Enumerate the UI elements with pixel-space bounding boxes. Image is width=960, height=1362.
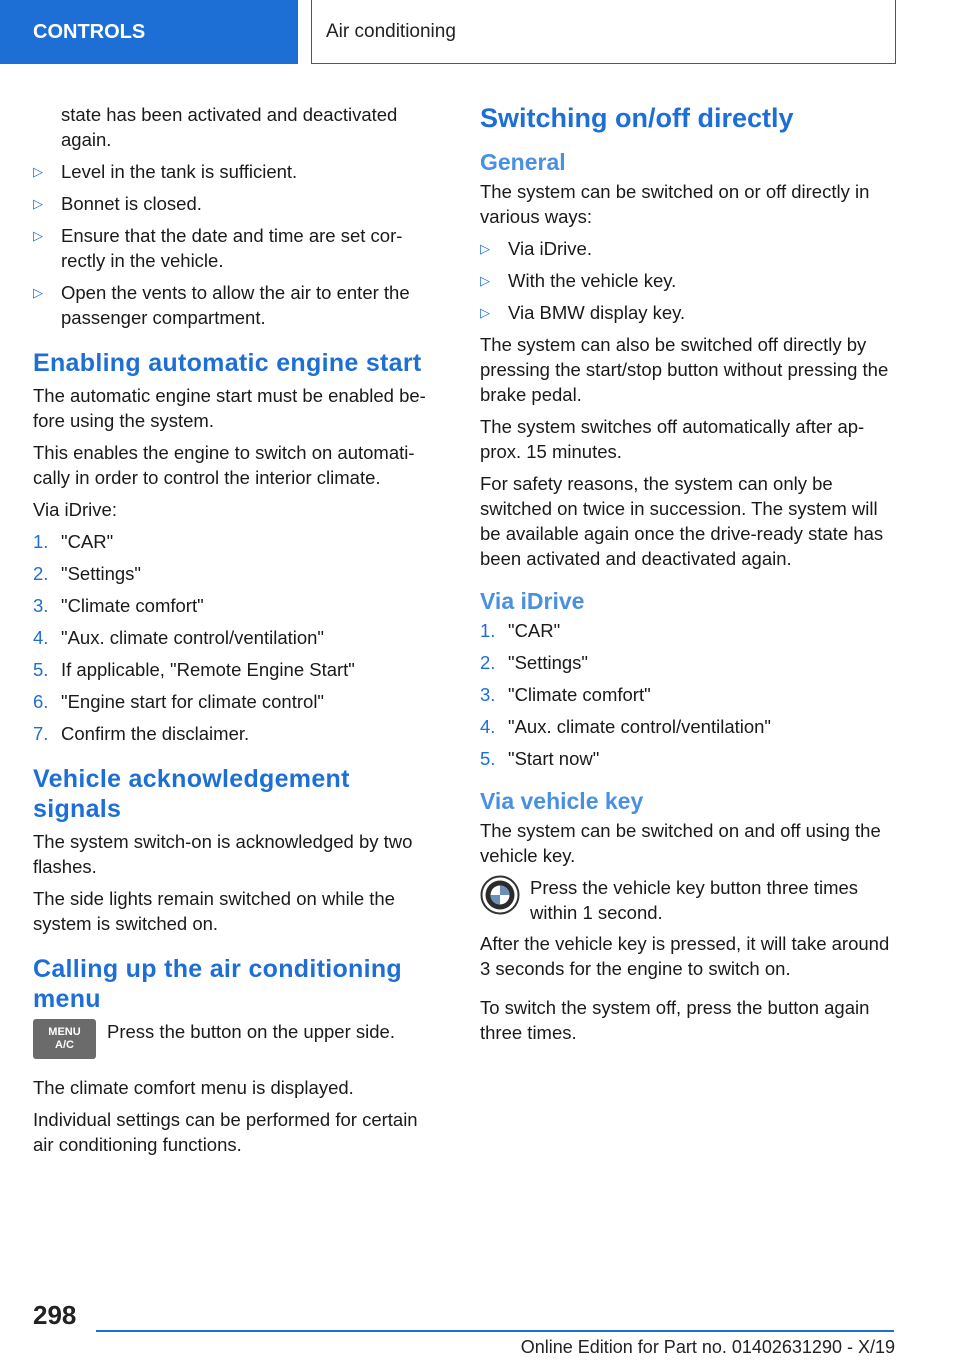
paragraph: The system switches off automatically after ap-prox. 15 minutes. [480,416,865,462]
step-number: 5. [480,748,496,769]
step-number: 7. [33,723,49,744]
triangle-bullet-icon: ▷ [480,273,490,288]
triangle-bullet-icon: ▷ [480,241,490,256]
enable-steps-list [33,529,443,746]
paragraph: The side lights remain switched on while the system is switched on. [33,888,395,934]
list-item-text: Level in the tank is sufficient. [61,161,298,182]
list-item [480,300,890,325]
right-column [480,102,890,1052]
step-item [480,618,890,643]
step-item [480,650,890,675]
footer-edition: Online Edition for Part no. 01402631290 - X/19 [520,1337,895,1357]
menu-heading: Calling up the air conditioning menu [33,955,403,1013]
list-item [33,191,443,216]
list-item-text: Via BMW display key. [508,302,686,323]
paragraph: The system can also be switched off directly by pressing the start/stop button without pressing the brake pedal. [480,334,889,405]
step-item [33,593,443,618]
step-text: "Start now" [508,748,600,769]
step-text: "Climate comfort" [61,595,204,616]
triangle-bullet-icon: ▷ [480,305,490,320]
list-item [33,159,443,184]
list-item-text: With the vehicle key. [508,270,677,291]
ack-heading: Vehicle acknowledgement signals [33,765,350,823]
menu-button-row [33,1019,443,1069]
list-item-text: Open the vents to allow the air to enter the passenger compartment. [61,282,410,328]
step-item [33,689,443,714]
general-heading: General [480,149,566,175]
step-item [480,746,890,771]
left-column [33,102,443,1164]
step-number: 2. [480,652,496,673]
requirements-list [33,159,443,330]
list-item [480,236,890,261]
step-text: "Aux. climate control/ventilation" [508,716,772,737]
step-item [480,682,890,707]
paragraph: For safety reasons, the system can only be switched on twice in succession. The system will be available again once the drive-ready state has been activated and deactivated again. [480,473,884,569]
menu-ac-button-icon [33,1019,96,1059]
paragraph: The system switch-on is acknowledged by two flashes. [33,831,413,877]
step-number: 5. [33,659,49,680]
step-text: "Climate comfort" [508,684,651,705]
key-button-text: Press the vehicle key button three times within 1 second. [530,877,859,923]
step-item [33,657,443,682]
triangle-bullet-icon: ▷ [33,228,43,243]
header-section-label: CONTROLS [33,20,146,43]
step-text: "CAR" [508,620,561,641]
step-text: Confirm the disclaimer. [61,723,250,744]
page-number: 298 [33,1300,77,1330]
step-text: "Engine start for climate control" [61,691,324,712]
menu-icon-label-bottom: A/C [55,1039,74,1051]
footer-divider [96,1330,894,1332]
paragraph: The system can be switched on and off using the vehicle key. [480,820,881,866]
step-text: If applicable, "Remote Engine Start" [61,659,355,680]
list-item-text: Via iDrive. [508,238,592,259]
list-item-text: Bonnet is closed. [61,193,202,214]
paragraph: Individual settings can be performed for certain air conditioning functions. [33,1109,418,1155]
key-button-row [480,875,890,925]
step-text: "Settings" [508,652,588,673]
ways-list [480,236,890,325]
menu-button-text: Press the button on the upper side. [107,1021,395,1042]
switching-heading: Switching on/off directly [480,103,794,133]
paragraph: The climate comfort menu is displayed. [33,1077,354,1098]
step-item [33,625,443,650]
list-item [480,268,890,293]
step-number: 1. [480,620,496,641]
menu-icon-label-top: MENU [48,1026,81,1038]
triangle-bullet-icon: ▷ [33,285,43,300]
bmw-logo-key-icon [480,875,520,915]
paragraph: To switch the system off, press the button again three times. [480,997,870,1043]
step-number: 3. [480,684,496,705]
list-item-text: Ensure that the date and time are set cor-rectly in the vehicle. [61,225,403,271]
step-text: "Aux. climate control/ventilation" [61,627,325,648]
triangle-bullet-icon: ▷ [33,196,43,211]
step-number: 3. [33,595,49,616]
header-chapter-label: Air conditioning [326,20,456,42]
list-item [33,280,443,330]
step-number: 6. [33,691,49,712]
step-item [33,561,443,586]
step-text: "CAR" [61,531,114,552]
idrive-steps-list [480,618,890,771]
list-item [33,223,443,273]
paragraph: Via iDrive: [33,499,117,520]
header-section-tab [0,0,298,64]
step-number: 4. [33,627,49,648]
vehicle-key-heading: Via vehicle key [480,788,644,814]
paragraph: This enables the engine to switch on automati-cally in order to control the interior climate. [33,442,415,488]
step-item [480,714,890,739]
paragraph: The system can be switched on or off directly in various ways: [480,181,870,227]
step-number: 2. [33,563,49,584]
step-number: 4. [480,716,496,737]
paragraph: The automatic engine start must be enabled be-fore using the system. [33,385,426,431]
step-item [33,721,443,746]
idrive-heading: Via iDrive [480,588,585,614]
enable-heading: Enabling automatic engine start [33,349,422,377]
intro-continuation: state has been activated and deactivated again. [61,104,398,150]
header-chapter-title [311,0,896,64]
step-number: 1. [33,531,49,552]
triangle-bullet-icon: ▷ [33,164,43,179]
step-text: "Settings" [61,563,141,584]
paragraph: After the vehicle key is pressed, it will take around 3 seconds for the engine to switch on. [480,933,890,979]
step-item [33,529,443,554]
